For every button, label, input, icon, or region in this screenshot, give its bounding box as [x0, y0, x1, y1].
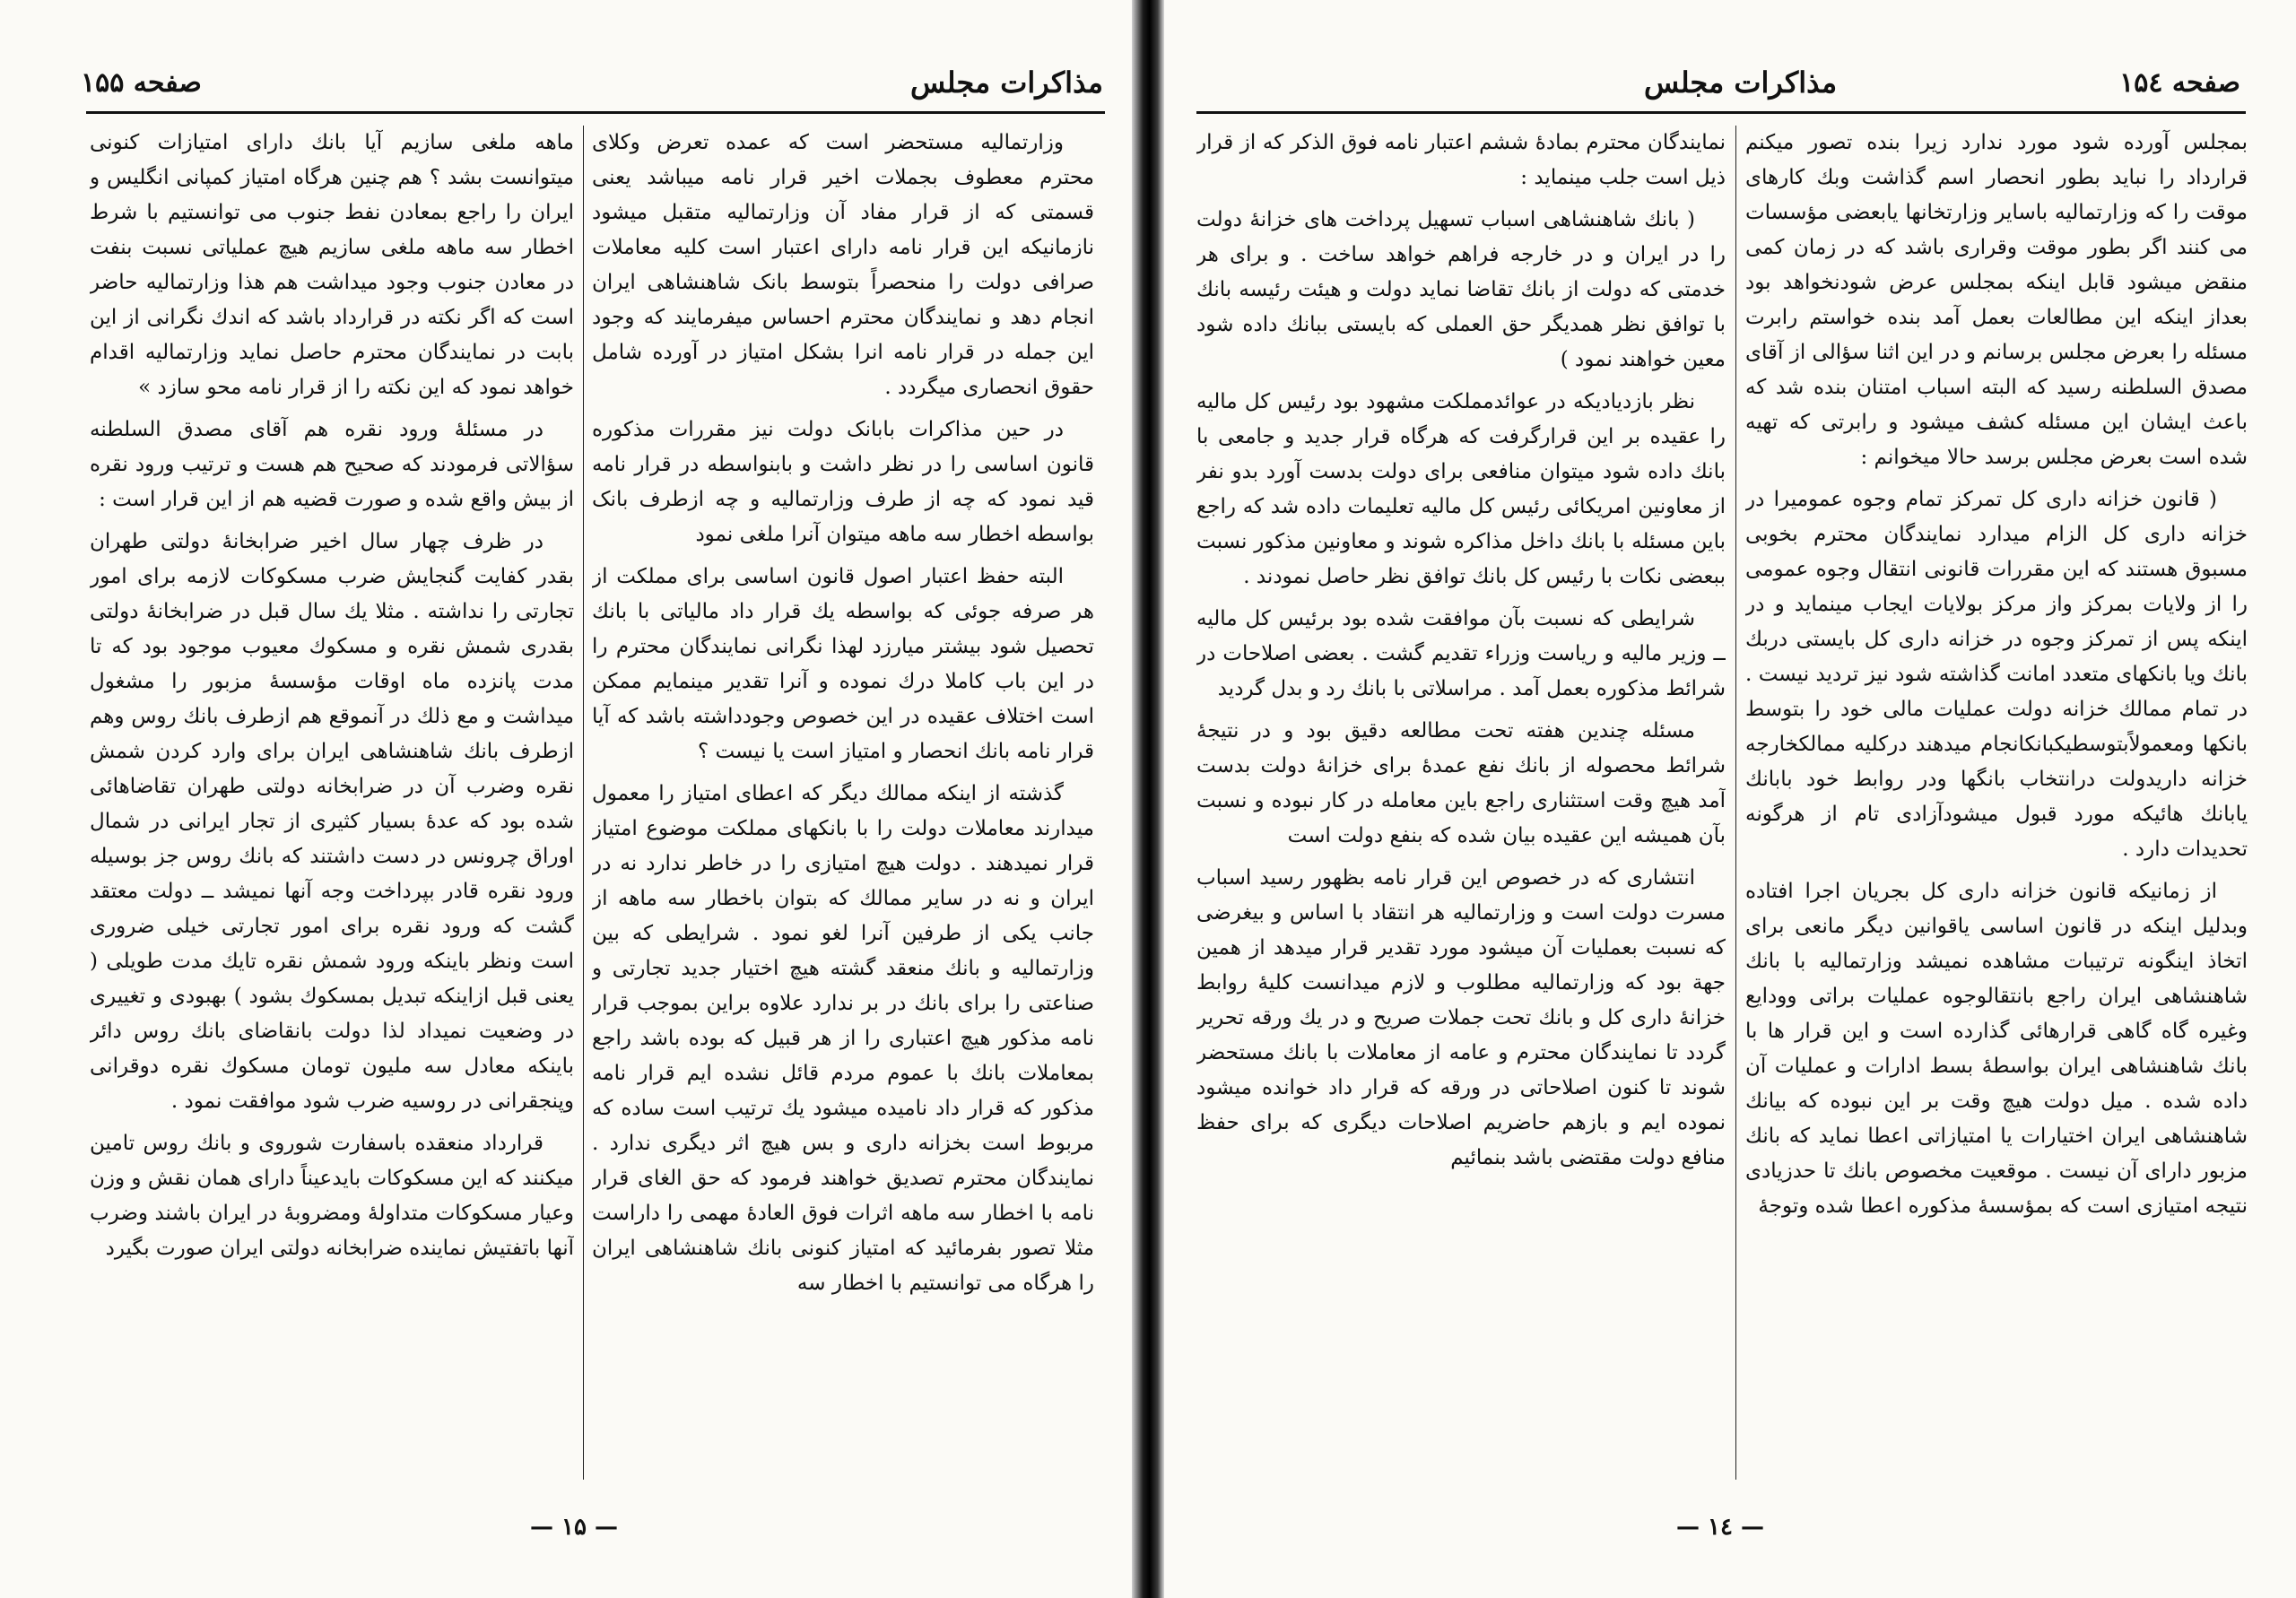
column-divider — [583, 126, 584, 1480]
left-page-header — [81, 56, 1103, 109]
paragraph: ( بانك شاهنشاهی اسباب تسهیل پرداخت های خزانهٔ دولت را در ایران و در خارجه فراهم خواهد ساخت . و برای هر خدمتی که دولت از بانك تقاضا نماید دولت و هیئت رئیسه بانك با توافق نظر همدیگر حق العملی که بایستی ببانك داده شود معین خواهند نمود ) — [1196, 208, 1726, 371]
paragraph: نمایندگان محترم بمادهٔ ششم اعتبار نامه فوق الذکر که از قرار ذیل است جلب مینماید : — [1196, 131, 1726, 189]
paragraph: در مسئلهٔ ورود نقره هم آقای مصدق السلطنه سؤالاتی فرمودند که صحیح هم هست و ترتیب ورود نقره از بیش واقع شده و صورت قضیه هم از این قرار است : — [90, 418, 574, 511]
paragraph: وزارتمالیه مستحضر است که عمده تعرض وکلای محترم معطوف بجملات اخیر قرار نامه میباشد یعنی قسمتی که از قرار مفاد آن وزارتمالیه متقبل میشود نازمانیکه این قرار نامه دارای اعتبار است کلیه معاملات صرافی دولت را منحصراً بتوسط بانک شاهنشاهی ایران انجام دهد و نمایندگان محترم احساس میفرمایند که وجود این جمله در قرار نامه انرا بشکل امتیاز در آورده شامل حقوق انحصاری میگردد . — [592, 131, 1094, 399]
column-divider — [1735, 126, 1736, 1480]
paragraph: مسئله چندین هفته تحت مطالعه دقیق بود و در نتیجهٔ شرائط محصوله از بانك نفع عمدهٔ برای خزانهٔ دولت بدست آمد هیچ وقت استثناری راجع باین معامله در کار نبوده و نسبت بآن همیشه این عقیده بیان شده که بنفع دولت است — [1196, 719, 1726, 847]
column-right — [1745, 126, 2248, 1480]
right-page-header — [1200, 56, 2240, 109]
page-number: صفحه ۱۵۵ — [81, 66, 202, 99]
paragraph: قرارداد منعقده باسفارت شوروی و بانك روس تامین میکنند که این مسکوکات بایدعیناً دارای همان نقش و وزن وعیار مسکوکات متداولهٔ ومضروبهٔ در ایران باشند وضرب آنها باتفتیش نماینده ضرابخانه دولتی ایران صورت بگیرد — [90, 1132, 574, 1260]
paragraph: البته حفظ اعتبار اصول قانون اساسی برای مملکت از هر صرفه جوئی که بواسطه یك قرار داد مالیاتی با بانك تحصیل شود بیشتر میارزد لهذا نگرانی نمایندگان محترم را در این باب کاملا درك نموده و آنرا تقدیر مینمایم ممکن است اختلاف عقیده در این خصوص وجودداشته باشد که آیا قرار نامه بانك انحصار و امتیاز است یا نیست ؟ — [592, 565, 1094, 763]
folio: — ۱٤ — — [1675, 1514, 1765, 1541]
header-rule — [1196, 111, 2246, 114]
running-title: مذاکرات مجلس — [909, 65, 1103, 100]
right-page — [1164, 0, 2296, 1598]
paragraph: انتشاری که در خصوص این قرار نامه بظهور رسید اسباب مسرت دولت است و وزارتمالیه هر انتقاد با اساس و بیغرضی که نسبت بعملیات آن میشود مورد تقدیر قرار میدهد از همین جهة بود که وزارتمالیه مطلوب و لازم میدانست کلیهٔ روابط خزانهٔ داری کل و بانك تحت جملات صریح و در یك ورقه تحریر گردد تا نمایندگان محترم و عامه از معاملات با بانك مستحضر شوند تا کنون اصلاحاتی در ورقه که قرار داد خوانده میشود نموده ایم و بازهم حاضریم اصلاحات دیگری که برای حفظ منافع دولت مقتضی باشد بنمائیم — [1196, 866, 1726, 1169]
header-rule — [86, 111, 1105, 114]
paragraph: در ظرف چهار سال اخیر ضرابخانهٔ دولتی طهران بقدر کفایت گنجایش ضرب مسکوکات لازمه برای امور تجارتی را نداشته . مثلا یك سال قبل در ضرابخانهٔ دولتی بقدری شمش نقره و مسکوك معیوب موجود بود که تا مدت پانزده ماه اوقات مؤسسهٔ مزبور را مشغول میداشت و مع ذلك در آنموقع هم ازطرف بانك روس وهم ازطرف بانك شاهنشاهی ایران برای وارد کردن شمش نقره وضرب آن در ضرابخانه دولتی طهران تقاضاهائی شده بود که عدهٔ بسیار کثیری از تجار ایرانی در شمال اوراق چرونس در دست داشتند که بانك روس جز بوسیله ورود نقره قادر بپرداخت وجه آنها نمیشد ــ دولت معتقد گشت که ورود نقره برای امور تجارتی خیلی ضروری است ونظر باینکه ورود شمش نقره تایك مدت طویلی ( یعنی قبل ازاینکه تبدیل بمسکوك بشود ) بهبودی و تغییری در وضعیت نمیداد لذا دولت بانقاضای بانك روس دائر باینکه معادل سه ملیون تومان مسکوك نقره دوقرانی وپنجقرانی در روسیه ضرب شود موافقت نمود . — [90, 530, 574, 1113]
column-left — [1196, 126, 1726, 1480]
folio: — ۱۵ — — [529, 1514, 619, 1541]
column-right — [592, 126, 1094, 1480]
page-number: صفحه ۱۵٤ — [2119, 66, 2240, 99]
paragraph: نظر بازدیادیکه در عوائدمملکت مشهود بود رئیس کل مالیه را عقیده بر این قرارگرفت که هرگاه قرار جدید و جامعی با بانك داده شود میتوان منافعی برای دولت بدست آورد بدو نفر از معاونین امریکائی رئیس کل مالیه تعلیمات داده شد که راجع باین مسئله با بانك داخل مذاکره شوند و معاونین مذکور نسبت ببعضی نکات با رئیس کل بانك توافق نظر حاصل نمودند . — [1196, 390, 1726, 588]
paragraph: بمجلس آورده شود مورد ندارد زیرا بنده تصور میکنم قرارداد را نباید بطور انحصار اسم گذاشت وبك کارهای موقت را که وزارتمالیه باسایر وزارتخانها یابعضی مؤسسات می کنند اگر بطور موقت وقراری باشد که در زمان کمی منقض میشود قابل اینکه بمجلس عرض شودنخواهد بود بعداز اینکه این مطالعات بعمل آمد بنده خواستم رابرت مسئله را بعرض مجلس برسانم و در این اثنا سؤالی از آقای مصدق السلطنه رسید که البته اسباب امتنان بنده شد که باعث ایشان این مسئله کشف میشود و رابرتی که تهیه شده است بعرض مجلس برسد حالا میخوانم : — [1745, 131, 2248, 469]
paragraph: شرایطی که نسبت بآن موافقت شده بود برئیس کل مالیه ــ وزیر مالیه و ریاست وزراء تقدیم گشت . بعضی اصلاحات در شرائط مذکوره بعمل آمد . مراسلاتی با بانك رد و بدل گردید — [1196, 607, 1726, 700]
column-left — [90, 126, 574, 1480]
paragraph: ( قانون خزانه داری کل تمرکز تمام وجوه عمومیرا در خزانه داری کل الزام میدارد نمایندگان محترم بخوبی مسبوق هستند که این مقررات قانونی انتقال وجوه عمومی را از ولایات بمرکز واز مرکز بولایات ایجاب مینماید و در اینکه پس از تمرکز وجوه در خزانه داری کل بایستی دربك بانك ویا بانکهای متعدد امانت گذاشته شود نیز تردید نیست . در تمام ممالك خزانه دولت عملیات مالی خود را بتوسط بانکها ومعمولاًبتوسطیكبانكانجام میدهند درکلیه ممالكخارجه خزانه داریدولت درانتخاب بانگها ودر روابط خود بابانك یابانك هائیکه مورد قبول میشودآزادی تام از هرگونه تحدیدات دارد . — [1745, 488, 2248, 861]
paragraph: گذشته از اینکه ممالك دیگر که اعطای امتیاز را معمول میدارند معاملات دولت را با بانکهای مملکت موضوع امتیاز قرار نمیدهند . دولت هیچ امتیازی را در خاطر ندارد نه در ایران و نه در سایر ممالك که بتوان باخطار سه ماهه از جانب یکی از طرفین آنرا لغو نمود . شرایطی که بین وزارتمالیه و بانك منعقد گشته هیچ اختیار جدید تجارتی و صناعتی را برای بانك در بر ندارد علاوه براین بموجب قرار نامه مذکور هیچ اعتباری را از هر قبیل که بوده باشد راجع بمعاملات بانك با عموم مردم قائل نشده ایم قرار نامه مذکور که قرار داد نامیده میشود یك ترتیب است ساده که مربوط است بخزانه داری و بس هیچ اثر دیگری ندارد . نمایندگان محترم تصدیق خواهند فرمود که حق الغای قرار نامه با اخطار سه ماهه اثرات فوق العادهٔ مهمی را داراست مثلا تصور بفرمائید که امتیاز کنونی بانك شاهنشاهی ایران را هرگاه می توانستیم با اخطار سه — [592, 782, 1094, 1295]
paragraph: در حین مذاکرات بابانک دولت نیز مقررات مذکوره قانون اساسی را در نظر داشت و بابنواسطه در قرار نامه قید نمود که چه از طرف وزارتمالیه و چه ازطرف بانک بواسطه اخطار سه ماهه میتوان آنرا ملغی نمود — [592, 418, 1094, 546]
paragraph: از زمانیکه قانون خزانه داری کل بجریان اجرا افتاده وبدلیل اینکه در قانون اساسی یاقوانین دیگر مانعی برای اتخاذ اینگونه ترتیبات مشاهده نمیشد وزارتمالیه با بانك شاهنشاهی ایران راجع بانتقالوجوه عملیات براتی وودایع وغیره گاه گاهی قرارهائی گذارده است و این قرار ها با بانك شاهنشاهی ایران بواسطهٔ بسط ادارات و عملیات آن داده شده . میل دولت هیچ وقت بر این نبوده که بیانك شاهنشاهی ایران اختیارات یا امتیازاتی اعطا نماید که بانك مزبور دارای آن نیست . موقعیت مخصوص بانك تا حدزیادی نتیجه امتیازی است که بمؤسسهٔ مذکوره اعطا شده وتوجهٔ — [1745, 880, 2248, 1218]
running-title: مذاکرات مجلس — [1644, 65, 1838, 100]
book-gutter — [1132, 0, 1164, 1598]
left-page — [0, 0, 1132, 1598]
paragraph: ماهه ملغی سازیم آیا بانك دارای امتیازات کنونی میتوانست بشد ؟ هم چنین هرگاه امتیاز کمپانی انگلیس و ایران را راجع بمعادن نفط جنوب می توانستیم با شرط اخطار سه ماهه ملغی سازیم هیچ عملیاتی نسبت بنفت در معادن جنوب وجود میداشت هم هذا وزارتمالیه حاضر است که اگر نکته در قرارداد باشد که اندك نگرانی از این بابت در نمایندگان محترم حاصل نماید وزارتمالیه اقدام خواهد نمود که این نکته را از قرار نامه محو سازد » — [90, 131, 574, 399]
